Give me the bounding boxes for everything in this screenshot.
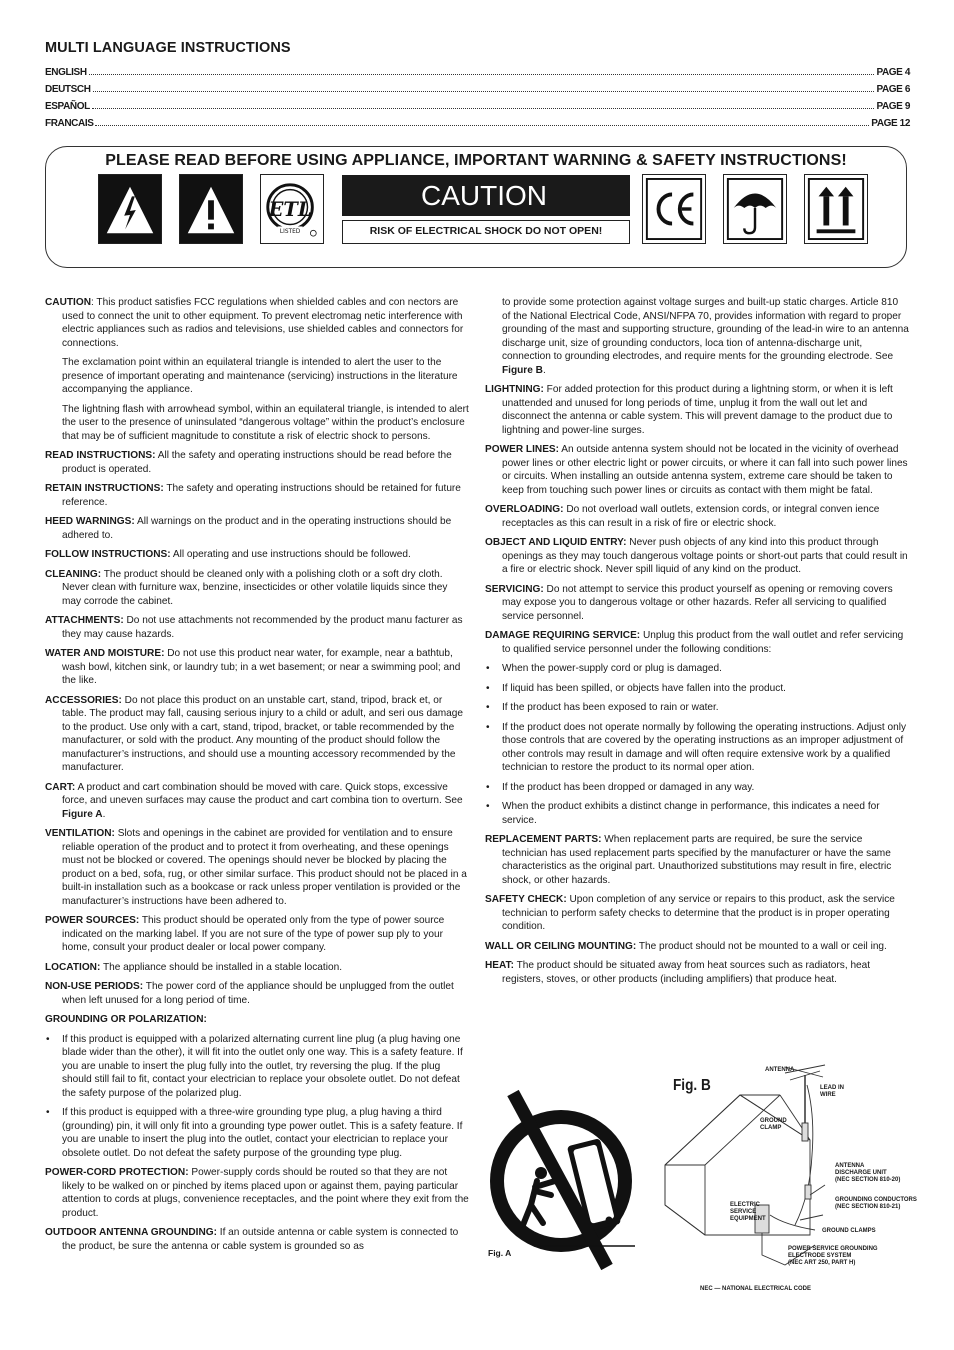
fig-b-title: Fig. B	[673, 1077, 711, 1094]
toc-entry-english[interactable]	[45, 61, 910, 78]
caution-label: CAUTION	[342, 175, 630, 216]
ground-clamps-label: GROUND CLAMPS	[822, 1228, 876, 1234]
svg-text:LISTED: LISTED	[279, 229, 301, 236]
cart: CART: A product and cart combination should be moved with care. Quick stops, excessive force, and uneven surfaces may cause the product and cart combina tion to overturn. See Figure A.	[45, 781, 463, 820]
toc-page: PAGE 4	[876, 67, 910, 78]
lightning: LIGHTNING: For added protection for this product during a lightning storm, or when it is left unattended and unused for long periods of time, unplug it from the wall out let and disconnect the antenna or cable system. This will prevent damage to the product due to lightning and power-line surges.	[485, 384, 893, 436]
toc-leader	[92, 108, 875, 109]
heed-warnings: HEED WARNINGS: All warnings on the product and in the operating instructions should be adhered to.	[45, 516, 452, 541]
toc-entry-deutsch[interactable]	[45, 78, 910, 95]
damage-bullet: • When the product exhibits a distinct change in performance, this indicates a need for service.	[485, 800, 909, 827]
electric-service-label: ELECTRIC SERVICE EQUIPMENT	[730, 1202, 766, 1222]
damage-requiring-service: DAMAGE REQUIRING SERVICE: Unplug this product from the wall outlet and refer servicing to qualified service personnel under the following conditions:	[485, 630, 904, 655]
instructions-left-column	[45, 296, 469, 1259]
figures-area	[485, 1055, 917, 1305]
cleaning: CLEANING: The product should be cleaned only with a polishing cloth or a soft dry cloth. Never clean with furniture wax, benzine, insecticides or other volatile liquids since they may corrode the cabinet.	[45, 568, 448, 607]
damage-bullet: • If the product does not operate normally by following the operating instructions. Adjust only those controls that are covered by the operating instructions as an improper adjustment of other controls may result in damage and will often require extensive work by a qualified technician to restore the product to its normal oper ation.	[485, 721, 909, 775]
ground-clamp-label: GROUND CLAMP	[760, 1118, 787, 1131]
toc-title: MULTI LANGUAGE INSTRUCTIONS	[45, 40, 291, 56]
replacement-parts: REPLACEMENT PARTS: When replacement parts are required, be sure the service technician has used replacement parts specified by the manufacturer or have the same characteristics as the original part. Unauthorized substitutions may result in fire, electric shock, or other hazards.	[485, 834, 892, 886]
ventilation: VENTILATION: Slots and openings in the cabinet are provided for ventilation and to ensure reliable operation of the product and to protect it from overheating, and these openings must not be blocked or covered. The openings should never be blocked by placing the product on a bed, sofa, rug, or other similar surface. This product should not be placed in a built-in installation such as a bookcase or rack unless proper ventilation is provided or the manufacturer’s instructions have been adhered to.	[45, 828, 467, 907]
nec-label: NEC — NATIONAL ELECTRICAL CODE	[700, 1286, 812, 1292]
servicing: SERVICING: Do not attempt to service this product yourself as opening or removing covers may expose you to dangerous voltage or other hazards. Refer all servicing to qualified service personnel.	[485, 583, 893, 622]
fig-a-label: Fig. A	[488, 1248, 512, 1258]
wall-or-ceiling-mounting: WALL OR CEILING MOUNTING: The product should not be mounted to a wall or ceil ing.	[485, 940, 887, 952]
toc-label: DEUTSCH	[45, 84, 91, 95]
risk-label: RISK OF ELECTRICAL SHOCK DO NOT OPEN!	[342, 220, 630, 244]
exclamation-paragraph: The exclamation point within an equilateral triangle is intended to alert the user to the presence of important operating and maintenance (servicing) instructions in the literature accompanying the appliance.	[62, 357, 458, 395]
grounding-heading: GROUNDING OR POLARIZATION:	[45, 1014, 207, 1025]
exclamation-warning-icon	[179, 174, 243, 244]
electric-shock-warning-icon	[98, 174, 162, 244]
damage-bullet: • If liquid has been spilled, or objects have fallen into the product.	[485, 682, 909, 696]
follow-instructions: FOLLOW INSTRUCTIONS: All operating and use instructions should be followed.	[45, 549, 411, 560]
caution-paragraph: CAUTION: This product satisfies FCC regulations when shielded cables and con nectors are used to connect the unit to other equipment. To prevent electromag netic interference with electric appliances such as radios and televisions, use shielded cables and connectors for connections.	[45, 297, 464, 349]
read-instructions: READ INSTRUCTIONS: All the safety and operating instructions should be read before the product is operated.	[45, 450, 452, 475]
toc-label: ENGLISH	[45, 67, 87, 78]
toc-label: ESPAÑOL	[45, 101, 90, 112]
grounding-bullet: • If this product is equipped with a three-wire grounding type plug, a plug having a third (grounding) pin, it will only fit into a grounding type power outlet. This is a safety feature. If you are unable to insert the plug into the outlet, contact your electrician to replace your obsolete outlet. Do not defeat the safety purpose of the grounding type plug.	[45, 1106, 469, 1160]
damage-bullet: • If the product has been exposed to rain or water.	[485, 701, 909, 715]
banner-heading: PLEASE READ BEFORE USING APPLIANCE, IMPORTANT WARNING & SAFETY INSTRUCTIONS!	[105, 152, 847, 169]
damage-bullet: • When the power-supply cord or plug is damaged.	[485, 662, 909, 676]
grounding-conductors-label: GROUNDING CONDUCTORS (NEC SECTION 810-21)	[835, 1197, 917, 1210]
lightning-symbol-paragraph: The lightning flash with arrowhead symbol, within an equilateral triangle, is intended to alert the user to the presence of uninsulated “dangerous voltage” within the product’s enclosure that may be of sufficient magnitude to constitute a risk of electric shock to persons.	[62, 403, 469, 442]
attachments: ATTACHMENTS: Do not use attachments not recommended by the product manu facturer as they may cause hazards.	[45, 615, 463, 640]
outdoor-antenna-continued: to provide some protection against voltage surges and built-up static charges. Article 810 of the National Electrical Code, ANSI/NFPA 70, provides information with regard to proper grounding of the mast and supporting structure, grounding of the lead-in wire to an antenna discharge unit, size of grounding conductors, loca tion of antenna-discharge unit, connection to grounding electrodes, and require ments for the grounding electrode. See Figure B.	[502, 297, 909, 376]
water-and-moisture: WATER AND MOISTURE: Do not use this product near water, for example, near a bathtub, wash bowl, kitchen sink, or laundry tub; in a wet basement; or near a swimming pool; and the like.	[45, 648, 461, 686]
power-sources: POWER SOURCES: This product should be operated only from the type of power source indicated on the marking label. If you are not sure of the type of power sup ply to your home, consult your product dealer or local power company.	[45, 915, 445, 953]
object-and-liquid-entry: OBJECT AND LIQUID ENTRY: Never push objects of any kind into this product through openings as they may touch dangerous voltage points or short-out parts that could result in a fire or electric shock. Never spill liquid of any kind on the product.	[485, 537, 908, 575]
toc-leader	[89, 74, 875, 75]
instructions-right-column	[485, 296, 909, 992]
overloading: OVERLOADING: Do not overload wall outlets, extension cords, or integral conven ience receptacles as this can result in a risk of fire or electric shock.	[485, 504, 880, 529]
non-use-periods: NON-USE PERIODS: The power cord of the appliance should be unplugged from the outlet when left unused for a long period of time.	[45, 981, 454, 1006]
heat: HEAT: The product should be situated away from heat sources such as radiators, heat registers, stoves, or other products (including amplifiers) that produce heat.	[485, 960, 871, 985]
toc-entry-espanol[interactable]	[45, 95, 910, 112]
location: LOCATION: The appliance should be installed in a stable location.	[45, 961, 342, 973]
etl-listed-icon	[260, 174, 324, 244]
language-index	[45, 40, 910, 129]
antenna-label: ANTENNA	[765, 1067, 795, 1073]
accessories: ACCESSORIES: Do not place this product on an unstable cart, stand, tripod, brack et, or table. The product may fall, causing serious injury to a child or adult, and seri ous damage to the product. Use only with a cart, stand, tripod, bracket, or table recommended by the manufacturer, or sold with the product. Any mounting of the product should follow the manufacturer’s instructions, and should use a mounting accessory recommended by the manufacturer.	[45, 694, 463, 773]
outdoor-antenna-grounding: OUTDOOR ANTENNA GROUNDING: If an outside antenna or cable system is connected to the product, be sure the antenna or cable system is grounded so as	[45, 1227, 459, 1252]
ce-mark-icon	[642, 174, 706, 244]
toc-page: PAGE 6	[876, 84, 910, 95]
this-side-up-icon	[804, 174, 868, 244]
retain-instructions: RETAIN INSTRUCTIONS: The safety and operating instructions should be retained for future reference.	[45, 483, 461, 508]
cart-tipover-figure	[490, 1093, 635, 1267]
keep-dry-umbrella-icon	[723, 174, 787, 244]
toc-page: PAGE 9	[876, 101, 910, 112]
toc-leader	[95, 125, 869, 126]
damage-bullet: • If the product has been dropped or damaged in any way.	[485, 781, 909, 795]
toc-entry-francais[interactable]	[45, 112, 910, 129]
electrode-system-label: POWER SERVICE GROUNDING ELECTRODE SYSTEM (NEC ART 250, PART H)	[788, 1246, 878, 1266]
grounding-bullet: • If this product is equipped with a polarized alternating current line plug (a plug having one blade wider than the other), it will fit into the outlet only one way. This is a safety feature. If you are unable to insert the plug fully into the outlet, try reversing the plug. If the plug should still fail to fit, contact your electrician to replace your obsolete outlet. Do not defeat the safety purpose of the polarized plug.	[45, 1033, 469, 1101]
toc-label: FRANCAIS	[45, 118, 94, 129]
svg-text:ETL: ETL	[268, 197, 312, 221]
power-lines: POWER LINES: An outside antenna system should not be located in the vicinity of overhead power lines or other electric light or power circuits, or where it can fall into such power lines or circuits. When installing an outside antenna system, extreme care should be taken to keep from touching such power lines or circuits as contact with them might be fatal.	[485, 444, 908, 496]
lead-in-label: LEAD IN WIRE	[820, 1085, 844, 1098]
antenna-grounding-figure	[665, 1065, 825, 1265]
discharge-unit-label: ANTENNA DISCHARGE UNIT (NEC SECTION 810-20)	[835, 1163, 901, 1183]
toc-leader	[93, 91, 875, 92]
toc-page: PAGE 12	[871, 118, 910, 129]
safety-banner	[45, 146, 907, 268]
safety-check: SAFETY CHECK: Upon completion of any service or repairs to this product, ask the service technician to perform safety checks to determine that the product is in proper operating condition.	[485, 894, 895, 932]
power-cord-protection: POWER-CORD PROTECTION: Power-supply cords should be routed so that they are not likely to be walked on or pinched by items placed upon or against them, paying particular attention to cords at plugs, convenience receptacles, and the point where they exit from the product.	[45, 1167, 469, 1219]
